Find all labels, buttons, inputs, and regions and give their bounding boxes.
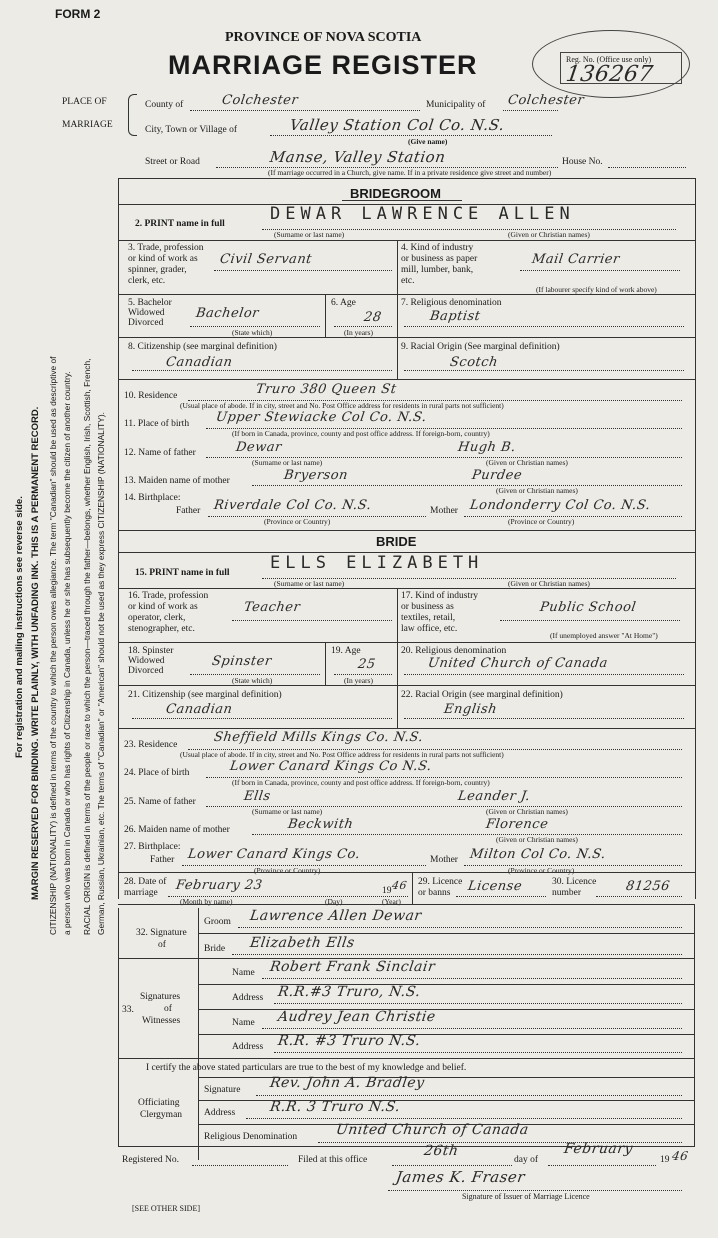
- groom-trade: Civil Servant: [218, 252, 313, 267]
- bride-residence-label: 23. Residence: [124, 740, 178, 750]
- province-heading: PROVINCE OF NOVA SCOTIA: [225, 30, 422, 45]
- bride-birthplace-note: (If born in Canada, province, county and post office address. If foreign-born, country): [232, 778, 490, 787]
- groom-state-note: (State which): [232, 328, 273, 337]
- clergy-address: R.R. 3 Truro N.S.: [268, 1099, 402, 1115]
- bride-heading: BRIDE: [376, 534, 417, 549]
- issuer-signature: James K. Fraser: [394, 1168, 527, 1186]
- margin-racial-2: German, Russian, Ukrainian, etc. The terms of "Canadian" or "American" should not be used as they express CITIZENSHIP (NATIONALITY).: [96, 412, 106, 935]
- marriage-year-prefix: 19: [382, 886, 392, 896]
- licence-type: License: [466, 879, 524, 894]
- city-label: City, Town or Village of: [145, 125, 237, 135]
- w1-name-label: Name: [232, 968, 255, 978]
- bride-religion: United Church of Canada: [426, 656, 609, 671]
- street-note: (If marriage occurred in a Church, give name. If in a private residence give street and number): [268, 168, 552, 177]
- sig-label: 32. Signature: [136, 928, 187, 938]
- groom-trade-label: 3. Trade, profession: [128, 243, 204, 253]
- filed-day: 26th: [422, 1143, 460, 1159]
- bride-birthplace-label: 24. Place of birth: [124, 768, 190, 778]
- place-brace: [128, 94, 137, 136]
- groom-residence: Truro 380 Queen St: [254, 382, 398, 397]
- groom-industry-note: (If labourer specify kind of work above): [536, 285, 657, 294]
- groom-industry-label-4: etc.: [401, 276, 415, 286]
- bride-mother-birthplace: Milton Col Co. N.S.: [468, 847, 607, 862]
- groom-residence-label: 10. Residence: [124, 391, 178, 401]
- bride-mother-given-note: (Given or Christian names): [496, 835, 578, 844]
- reg-no-value: 136267: [564, 62, 655, 87]
- bride-industry-label-2: or business as: [401, 602, 454, 612]
- bride-signature: Elizabeth Ells: [248, 935, 356, 951]
- licence-number-label-2: number: [552, 888, 582, 898]
- groom-given-note: (Given or Christian names): [508, 230, 590, 239]
- groom-religion-label: 7. Religious denomination: [401, 298, 502, 308]
- bride-father-bp-note: (Province or Country): [254, 866, 321, 875]
- groom-industry-label-3: mill, lumber, bank,: [401, 265, 474, 275]
- groom-years-note: (In years): [344, 328, 373, 337]
- groom-mother-label: 13. Maiden name of mother: [124, 476, 230, 486]
- registered-no-label: Registered No.: [122, 1155, 179, 1165]
- bride-sig-label: Bride: [204, 944, 226, 954]
- witness1-name: Robert Frank Sinclair: [268, 959, 437, 975]
- groom-trade-label-2: or kind of work as: [128, 254, 198, 264]
- bride-residence: Sheffield Mills Kings Co. N.S.: [212, 730, 425, 745]
- margin-racial-1: RACIAL ORIGIN is defined in terms of the people or race to which the person—traced through the father—belongs, whether English, Irish, Scottish, French,: [82, 358, 92, 935]
- groom-trade-label-4: clerk, etc.: [128, 276, 166, 286]
- groom-signature: Lawrence Allen Dewar: [248, 908, 423, 924]
- witness-label-3: Witnesses: [142, 1016, 181, 1026]
- page-title: MARRIAGE REGISTER: [168, 50, 478, 80]
- clergy-addr-label: Address: [204, 1108, 236, 1118]
- bride-father-bp-label: Father: [150, 855, 175, 865]
- bride-citizenship-label: 21. Citizenship (see marginal definition): [128, 690, 282, 700]
- groom-father-given-note: (Given or Christian names): [486, 458, 568, 467]
- margin-instructions: For registration and mailing instructions see reverse side.: [14, 496, 25, 758]
- groom-citizenship: Canadian: [164, 355, 234, 370]
- street-label: Street or Road: [145, 157, 200, 167]
- place-of-label: PLACE OF: [62, 97, 107, 107]
- issuer-note: Signature of Issuer of Marriage Licence: [462, 1192, 590, 1201]
- witness-number: 33.: [122, 1005, 134, 1015]
- groom-birthplace-note: (If born in Canada, province, county and post office address. If foreign-born, country): [232, 429, 490, 438]
- bride-name-label: 15. PRINT name in full: [135, 568, 230, 578]
- groom-mother-birthplace: Londonderry Col Co. N.S.: [468, 498, 652, 513]
- groom-mother-bp-label: Mother: [430, 506, 458, 516]
- w2-name-label: Name: [232, 1018, 255, 1028]
- bride-father-given: Leander J.: [456, 789, 532, 804]
- marriage-date-label-2: marriage: [124, 888, 158, 898]
- bride-industry-label-4: law office, etc.: [401, 624, 458, 634]
- groom-mother-given-note: (Given or Christian names): [496, 486, 578, 495]
- sig-label-2: of: [158, 940, 166, 950]
- witness-label-1: Signatures: [140, 992, 181, 1002]
- margin-binding-notice: MARGIN RESERVED FOR BINDING. WRITE PLAINLY, WITH UNFADING INK. THIS IS A PERMANENT RECORD.: [30, 406, 41, 900]
- bride-religion-label: 20. Religious denomination: [401, 646, 507, 656]
- county-label: County of: [145, 100, 184, 110]
- licence-number: 81256: [624, 879, 671, 894]
- street-value: Manse, Valley Station: [268, 148, 447, 166]
- marriage-date: February 23: [174, 878, 264, 893]
- bride-given-note: (Given or Christian names): [508, 579, 590, 588]
- bride-state-note: (State which): [232, 676, 273, 685]
- groom-citizenship-label: 8. Citizenship (see marginal definition): [128, 342, 277, 352]
- groom-racial: Scotch: [448, 355, 499, 370]
- w2-addr-label: Address: [232, 1042, 264, 1052]
- witness2-address: R.R. #3 Truro N.S.: [276, 1033, 422, 1049]
- marriage-date-label: 28. Date of: [124, 877, 167, 887]
- bride-industry-label: 17. Kind of industry: [401, 591, 479, 601]
- bride-trade-label-3: operator, clerk,: [128, 613, 186, 623]
- bride-citizenship: Canadian: [164, 702, 234, 717]
- groom-mother-given: Purdee: [470, 468, 524, 483]
- bridegroom-heading: BRIDEGROOM: [350, 186, 441, 201]
- bride-name: ELLS ELIZABETH: [270, 553, 484, 573]
- groom-sig-label: Groom: [204, 917, 231, 927]
- certify-statement: I certify the above stated particulars are true to the best of my knowledge and belief.: [146, 1063, 467, 1073]
- bride-father-surname-note: (Surname or last name): [252, 807, 323, 816]
- bride-birthplace-parents-label: 27. Birthplace:: [124, 842, 181, 852]
- witness1-address: R.R.#3 Truro, N.S.: [276, 984, 422, 1000]
- municipality-label: Municipality of: [426, 100, 486, 110]
- groom-status-label: 5. Bachelor: [128, 298, 172, 308]
- licence-number-label: 30. Licence: [552, 877, 597, 887]
- bride-trade: Teacher: [242, 600, 302, 615]
- clergy-denomination: United Church of Canada: [334, 1122, 530, 1138]
- groom-age: 28: [362, 310, 383, 325]
- bride-years-note: (In years): [344, 676, 373, 685]
- reg-no-label: Reg. No. (Office use only): [566, 55, 652, 64]
- bride-mother-bp-label: Mother: [430, 855, 458, 865]
- officiating-label-1: Officiating: [138, 1098, 180, 1108]
- bride-industry-label-3: textiles, retail,: [401, 613, 456, 623]
- groom-status-label-3: Divorced: [128, 318, 164, 328]
- groom-name-label: 2. PRINT name in full: [135, 219, 225, 229]
- see-other-side: [SEE OTHER SIDE]: [132, 1204, 200, 1213]
- marriage-year-note: (Year): [382, 897, 401, 906]
- marriage-month-note: (Month by name): [180, 897, 233, 906]
- bride-mother-surname: Beckwith: [286, 817, 355, 832]
- bride-father-given-note: (Given or Christian names): [486, 807, 568, 816]
- groom-surname-note: (Surname or last name): [274, 230, 345, 239]
- filed-year: 46: [671, 1149, 690, 1163]
- clergy-signature: Rev. John A. Bradley: [268, 1075, 426, 1091]
- filed-year-prefix: 19: [660, 1155, 670, 1165]
- groom-trade-label-3: spinner, grader,: [128, 265, 187, 275]
- groom-father-bp-note: (Province or Country): [264, 517, 331, 526]
- licence-label-2: or banns: [418, 888, 451, 898]
- bride-birthplace: Lower Canard Kings Co N.S.: [228, 759, 433, 774]
- groom-father-given: Hugh B.: [456, 440, 517, 455]
- bride-status-label: 18. Spinster: [128, 646, 174, 656]
- municipality-value: Colchester: [506, 93, 586, 108]
- groom-name: DEWAR LAWRENCE ALLEN: [270, 204, 575, 224]
- house-no-label: House No.: [562, 157, 603, 167]
- groom-religion: Baptist: [428, 309, 482, 324]
- w1-addr-label: Address: [232, 993, 264, 1003]
- margin-citizenship-2: a person who was born in Canada or who has rights of Citizenship in Canada, unless he or she has subsequently become the citizen of another country.: [62, 371, 72, 935]
- groom-status: Bachelor: [194, 306, 260, 321]
- witness2-name: Audrey Jean Christie: [276, 1009, 437, 1025]
- groom-industry-label: 4. Kind of industry: [401, 243, 474, 253]
- give-name-note: (Give name): [408, 137, 448, 146]
- bride-industry-note: (If unemployed answer "At Home"): [550, 631, 658, 640]
- bride-age: 25: [356, 657, 377, 672]
- bride-mother-given: Florence: [484, 817, 550, 832]
- bride-racial: English: [442, 702, 499, 717]
- denomination-label: Religious Denomination: [204, 1132, 298, 1142]
- bride-age-label: 19. Age: [331, 646, 361, 656]
- groom-status-label-2: Widowed: [128, 308, 165, 318]
- bride-industry: Public School: [538, 600, 638, 615]
- county-value: Colchester: [220, 93, 300, 108]
- day-of-label: day of: [514, 1155, 539, 1165]
- groom-industry: Mail Carrier: [530, 252, 621, 267]
- bride-mother-bp-note: (Province or Country): [508, 866, 575, 875]
- city-value: Valley Station Col Co. N.S.: [288, 116, 506, 134]
- bride-trade-label: 16. Trade, profession: [128, 591, 209, 601]
- filed-label: Filed at this office: [298, 1155, 368, 1165]
- bride-trade-label-2: or kind of work as: [128, 602, 198, 612]
- groom-birthplace-parents-label: 14. Birthplace:: [124, 493, 181, 503]
- bride-status-label-2: Widowed: [128, 656, 165, 666]
- groom-residence-note: (Usual place of abode. If in city, street and No. Post Office address for residents in rural parts not sufficient): [180, 401, 504, 410]
- groom-father-bp-label: Father: [176, 506, 201, 516]
- licence-label: 29. Licence: [418, 877, 463, 887]
- groom-father-surname: Dewar: [234, 440, 283, 455]
- bride-trade-label-4: stenographer, etc.: [128, 624, 195, 634]
- groom-industry-label-2: or business as paper: [401, 254, 478, 264]
- margin-citizenship-1: CITIZENSHIP (NATIONALITY) is defined in terms of the country to which the person owes allegiance. The term "Canadian" should be used as descriptive of: [48, 356, 58, 935]
- groom-racial-label: 9. Racial Origin (See marginal definition): [401, 342, 560, 352]
- officiating-label-2: Clergyman: [140, 1110, 183, 1120]
- groom-mother-bp-note: (Province or Country): [508, 517, 575, 526]
- bride-father-label: 25. Name of father: [124, 797, 196, 807]
- bride-father-surname: Ells: [242, 789, 272, 804]
- marriage-label: MARRIAGE: [62, 120, 113, 130]
- bride-mother-label: 26. Maiden name of mother: [124, 825, 230, 835]
- groom-mother-surname: Bryerson: [282, 468, 349, 483]
- witness-label-2: of: [164, 1004, 172, 1014]
- bride-racial-label: 22. Racial Origin (see marginal definition): [401, 690, 563, 700]
- bride-surname-note: (Surname or last name): [274, 579, 345, 588]
- groom-father-label: 12. Name of father: [124, 448, 196, 458]
- bride-residence-note: (Usual place of abode. If in city, street and No. Post Office address for residents in rural parts not sufficient): [180, 750, 504, 759]
- form-number: FORM 2: [55, 7, 101, 21]
- bride-father-birthplace: Lower Canard Kings Co.: [186, 847, 362, 862]
- marriage-day-note: (Day): [325, 897, 343, 906]
- groom-birthplace-label: 11. Place of birth: [124, 419, 190, 429]
- groom-age-label: 6. Age: [331, 298, 356, 308]
- groom-father-surname-note: (Surname or last name): [252, 458, 323, 467]
- marriage-year: 46: [391, 879, 408, 892]
- bride-status-label-3: Divorced: [128, 666, 164, 676]
- bride-status: Spinster: [210, 654, 273, 669]
- filed-month: February: [562, 1141, 634, 1157]
- clergy-sig-label: Signature: [204, 1085, 241, 1095]
- groom-birthplace: Upper Stewiacke Col Co. N.S.: [214, 410, 428, 425]
- groom-father-birthplace: Riverdale Col Co. N.S.: [212, 498, 373, 513]
